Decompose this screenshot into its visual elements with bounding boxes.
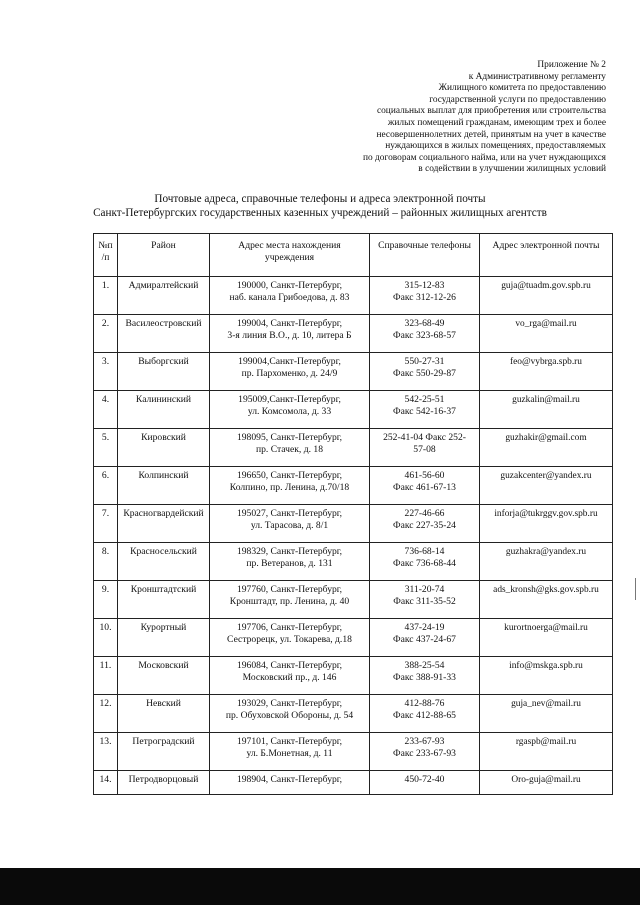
cell-address-text: 198329, Санкт-Петербург, xyxy=(236,546,343,557)
table-row xyxy=(94,581,613,619)
cell-district xyxy=(118,505,210,543)
cell-email xyxy=(480,353,613,391)
cell-email xyxy=(480,467,613,505)
cell-district-text: Невский xyxy=(146,698,181,709)
cell-district-text: Адмиралтейский xyxy=(128,280,199,291)
cell-email xyxy=(480,543,613,581)
header-phones: Справочные телефоны xyxy=(370,234,480,277)
cell-email-text: guzhakir@gmail.com xyxy=(505,433,587,443)
cell-phones-text: Факс 550-29-87 xyxy=(393,368,456,379)
cell-phones-text: 412-88-76 xyxy=(404,698,445,709)
cell-district xyxy=(118,277,210,315)
cell-phones-text: Факс 227-35-24 xyxy=(393,520,456,531)
appendix-line: несовершеннолетних детей, принятым на учет в качестве xyxy=(376,129,606,140)
appendix-line: Приложение № 2 xyxy=(537,60,606,70)
cell-phones-text: 311-20-74 xyxy=(404,584,445,595)
cell-email-text: Oro-guja@mail.ru xyxy=(511,775,581,785)
cell-phones-text: Факс 736-68-44 xyxy=(393,558,456,569)
cell-district xyxy=(118,467,210,505)
cell-district xyxy=(118,733,210,771)
cell-address xyxy=(210,619,370,657)
cell-address-text: 195009,Санкт-Петербург, xyxy=(238,394,341,405)
cell-address xyxy=(210,391,370,429)
cell-num xyxy=(94,619,118,657)
table-header-row xyxy=(94,234,613,277)
cell-email xyxy=(480,619,613,657)
cell-email-text: guzhakra@yandex.ru xyxy=(505,547,587,557)
table-row xyxy=(94,429,613,467)
cell-phones-text: 461-56-60 xyxy=(404,470,445,481)
cell-phones xyxy=(370,277,480,315)
cell-district-text: Петроградский xyxy=(132,736,195,747)
table-row xyxy=(94,543,613,581)
cell-phones-text: 437-24-19 xyxy=(404,622,445,633)
cell-address-text: 198904, Санкт-Петербург, xyxy=(236,774,343,785)
table-row xyxy=(94,733,613,771)
cell-phones-text: Факс 461-67-13 xyxy=(393,482,456,493)
cell-phones xyxy=(370,695,480,733)
cell-email-text: rgaspb@mail.ru xyxy=(515,737,577,747)
title-line-1: Почтовые адреса, справочные телефоны и адреса электронной почты xyxy=(154,193,486,205)
cell-phones xyxy=(370,543,480,581)
cell-phones xyxy=(370,353,480,391)
cell-district-text: Колпинский xyxy=(138,470,189,481)
cell-district xyxy=(118,771,210,795)
title-line-2: Санкт-Петербургских государственных казенных учреждений – районных жилищных агентств xyxy=(93,207,547,219)
cell-address-text: ул. Б.Монетная, д. 11 xyxy=(246,748,333,759)
cell-phones-text: 323-68-49 xyxy=(404,318,445,329)
cell-email-text: guzakcenter@yandex.ru xyxy=(500,471,592,481)
cell-district-text: Выборгский xyxy=(138,356,189,367)
cell-district-text: Красногвардейский xyxy=(123,508,204,519)
cell-num xyxy=(94,657,118,695)
agencies-table xyxy=(93,233,613,795)
cell-district xyxy=(118,353,210,391)
cell-num-text: 9. xyxy=(101,584,110,595)
cell-address-text: 3-я линия В.О., д. 10, литера Б xyxy=(227,330,352,341)
cell-num-text: 6. xyxy=(101,470,110,481)
cell-email-text: feo@vybrga.spb.ru xyxy=(510,357,582,367)
cell-district xyxy=(118,543,210,581)
table-row xyxy=(94,391,613,429)
cell-phones-text: Факс 542-16-37 xyxy=(393,406,456,417)
cell-district-text: Калининский xyxy=(135,394,192,405)
table-row xyxy=(94,277,613,315)
cell-phones-text: Факс 312-12-26 xyxy=(393,292,456,303)
cell-address xyxy=(210,505,370,543)
cell-email xyxy=(480,277,613,315)
appendix-line: в содействии в улучшении жилищных условий xyxy=(418,164,606,175)
cell-district xyxy=(118,695,210,733)
cell-address xyxy=(210,353,370,391)
cell-phones xyxy=(370,581,480,619)
cell-email xyxy=(480,391,613,429)
cell-num xyxy=(94,771,118,795)
cell-address xyxy=(210,771,370,795)
cell-address-text: Сестрорецк, ул. Токарева, д.18 xyxy=(227,634,352,645)
cell-num xyxy=(94,581,118,619)
cell-address-text: 199004, Санкт-Петербург, xyxy=(236,318,343,329)
cell-address-text: 197706, Санкт-Петербург, xyxy=(236,622,343,633)
cell-num xyxy=(94,695,118,733)
cell-address-text: Кронштадт, пр. Ленина, д. 40 xyxy=(229,596,350,607)
cell-phones-text: 542-25-51 xyxy=(404,394,445,405)
table-row xyxy=(94,771,613,795)
cell-district-text: Курортный xyxy=(140,622,187,633)
cell-num xyxy=(94,429,118,467)
cell-phones xyxy=(370,657,480,695)
appendix-line: социальных выплат для приобретения или строительства xyxy=(376,106,606,117)
scan-footer-bar xyxy=(0,868,640,905)
cell-num-text: 3. xyxy=(101,356,110,367)
cell-address-text: Московский пр., д. 146 xyxy=(242,672,337,683)
appendix-line: по договорам социального найма, или на учет нуждающихся xyxy=(362,152,606,163)
cell-district xyxy=(118,581,210,619)
appendix-line: государственной услуги по предоставлению xyxy=(429,94,606,105)
cell-email xyxy=(480,657,613,695)
cell-address xyxy=(210,429,370,467)
cell-district-text: Петродворцовый xyxy=(128,774,199,785)
appendix-line: жилых помещений гражданам, имеющим трех и более xyxy=(387,117,606,128)
table-row xyxy=(94,467,613,505)
cell-address-text: 190000, Санкт-Петербург, xyxy=(236,280,343,291)
cell-num-text: 14. xyxy=(99,774,112,785)
cell-address-text: 196084, Санкт-Петербург, xyxy=(236,660,343,671)
header-email: Адрес электронной почты xyxy=(480,234,613,277)
table-row xyxy=(94,619,613,657)
cell-email xyxy=(480,315,613,353)
cell-phones-text: Факс 437-24-67 xyxy=(393,634,456,645)
cell-email xyxy=(480,429,613,467)
cell-address-text: Колпино, пр. Ленина, д.70/18 xyxy=(229,482,350,493)
cell-address xyxy=(210,543,370,581)
cell-phones xyxy=(370,391,480,429)
cell-address-text: ул. Комсомола, д. 33 xyxy=(247,406,332,417)
table-row xyxy=(94,695,613,733)
cell-num-text: 13. xyxy=(99,736,112,747)
cell-num xyxy=(94,467,118,505)
cell-phones-text: 736-68-14 xyxy=(404,546,445,557)
appendix-header xyxy=(266,60,606,176)
header-district: Район xyxy=(118,234,210,277)
appendix-line: к Административному регламенту xyxy=(468,71,606,82)
table-row xyxy=(94,315,613,353)
cell-phones xyxy=(370,467,480,505)
cell-phones-text: 450-72-40 xyxy=(404,774,445,785)
cell-address-text: 196650, Санкт-Петербург, xyxy=(236,470,343,481)
cell-address-text: пр. Обуховской Обороны, д. 54 xyxy=(225,710,354,721)
cell-address xyxy=(210,695,370,733)
cell-email-text: kurortnoerga@mail.ru xyxy=(504,623,588,633)
cell-email xyxy=(480,733,613,771)
cell-district xyxy=(118,429,210,467)
cell-phones-text: 388-25-54 xyxy=(404,660,445,671)
cell-email-text: vo_rga@mail.ru xyxy=(515,319,577,329)
cell-address-text: наб. канала Грибоедова, д. 83 xyxy=(229,292,350,303)
cell-num-text: 10. xyxy=(99,622,112,633)
cell-district-text: Василеостровский xyxy=(125,318,202,329)
cell-address-text: 199004,Санкт-Петербург, xyxy=(238,356,341,367)
appendix-line: нуждающихся в жилых помещениях, предоставляемых xyxy=(385,141,606,152)
cell-address-text: ул. Тарасова, д. 8/1 xyxy=(250,520,329,531)
header-address: Адрес места нахождения учреждения xyxy=(210,234,370,277)
cell-phones-text: Факс 233-67-93 xyxy=(393,748,456,759)
cell-district-text: Кировский xyxy=(141,432,186,443)
cell-num xyxy=(94,543,118,581)
cell-num-text: 5. xyxy=(101,432,110,443)
cell-phones xyxy=(370,733,480,771)
scan-edge-mark xyxy=(635,578,636,600)
cell-address xyxy=(210,581,370,619)
cell-email-text: guja_nev@mail.ru xyxy=(511,699,581,709)
cell-phones-text: Факс 388-91-33 xyxy=(393,672,456,683)
cell-num-text: 2. xyxy=(101,318,110,329)
cell-address-text: 198095, Санкт-Петербург, xyxy=(236,432,343,443)
cell-num xyxy=(94,315,118,353)
cell-address xyxy=(210,315,370,353)
cell-phones-text: Факс 323-68-57 xyxy=(393,330,456,341)
cell-district xyxy=(118,391,210,429)
cell-phones xyxy=(370,315,480,353)
cell-district xyxy=(118,315,210,353)
document-title xyxy=(0,192,640,220)
cell-district xyxy=(118,657,210,695)
cell-num xyxy=(94,353,118,391)
cell-email xyxy=(480,581,613,619)
cell-phones-text: 550-27-31 xyxy=(404,356,445,367)
cell-district xyxy=(118,619,210,657)
cell-phones-text: Факс 412-88-65 xyxy=(393,710,456,721)
cell-district-text: Красносельский xyxy=(130,546,197,557)
cell-num-text: 11. xyxy=(99,660,112,671)
header-num: №п /п xyxy=(94,234,118,277)
cell-num-text: 8. xyxy=(101,546,110,557)
cell-num-text: 12. xyxy=(99,698,112,709)
cell-phones-text: 227-46-66 xyxy=(404,508,445,519)
cell-address-text: пр. Стачек, д. 18 xyxy=(256,444,323,455)
cell-num xyxy=(94,505,118,543)
cell-phones xyxy=(370,619,480,657)
cell-phones-text: 57-08 xyxy=(413,444,436,455)
cell-address xyxy=(210,657,370,695)
cell-address-text: 197760, Санкт-Петербург, xyxy=(236,584,343,595)
table-row xyxy=(94,505,613,543)
cell-email-text: guja@tuadm.gov.spb.ru xyxy=(501,281,591,291)
cell-num-text: 1. xyxy=(101,280,110,291)
cell-email xyxy=(480,695,613,733)
cell-phones xyxy=(370,505,480,543)
cell-phones-text: 315-12-83 xyxy=(404,280,445,291)
cell-email-text: inforja@tukrggv.gov.spb.ru xyxy=(494,509,598,519)
cell-address xyxy=(210,733,370,771)
cell-num-text: 4. xyxy=(101,394,110,405)
cell-phones-text: Факс 311-35-52 xyxy=(393,596,456,607)
cell-address xyxy=(210,467,370,505)
cell-phones-text: 252-41-04 Факс 252- xyxy=(383,432,466,443)
cell-district-text: Кронштадтский xyxy=(130,584,197,595)
cell-email xyxy=(480,505,613,543)
cell-email-text: guzkalin@mail.ru xyxy=(512,395,580,405)
cell-address xyxy=(210,277,370,315)
cell-email-text: info@mskga.spb.ru xyxy=(509,661,583,671)
cell-email xyxy=(480,771,613,795)
cell-num xyxy=(94,391,118,429)
cell-address-text: 193029, Санкт-Петербург, xyxy=(236,698,343,709)
cell-phones xyxy=(370,429,480,467)
table-row xyxy=(94,353,613,391)
cell-address-text: пр. Пархоменко, д. 24/9 xyxy=(241,368,338,379)
cell-address-text: 195027, Санкт-Петербург, xyxy=(236,508,343,519)
cell-num xyxy=(94,733,118,771)
cell-district-text: Московский xyxy=(138,660,189,671)
cell-email-text: ads_kronsh@gks.gov.spb.ru xyxy=(493,585,599,595)
cell-address-text: пр. Ветеранов, д. 131 xyxy=(246,558,333,569)
cell-phones-text: 233-67-93 xyxy=(404,736,445,747)
cell-num-text: 7. xyxy=(101,508,110,519)
cell-address-text: 197101, Санкт-Петербург, xyxy=(236,736,343,747)
cell-num xyxy=(94,277,118,315)
cell-phones xyxy=(370,771,480,795)
appendix-line: Жилищного комитета по предоставлению xyxy=(438,83,606,94)
table-row xyxy=(94,657,613,695)
